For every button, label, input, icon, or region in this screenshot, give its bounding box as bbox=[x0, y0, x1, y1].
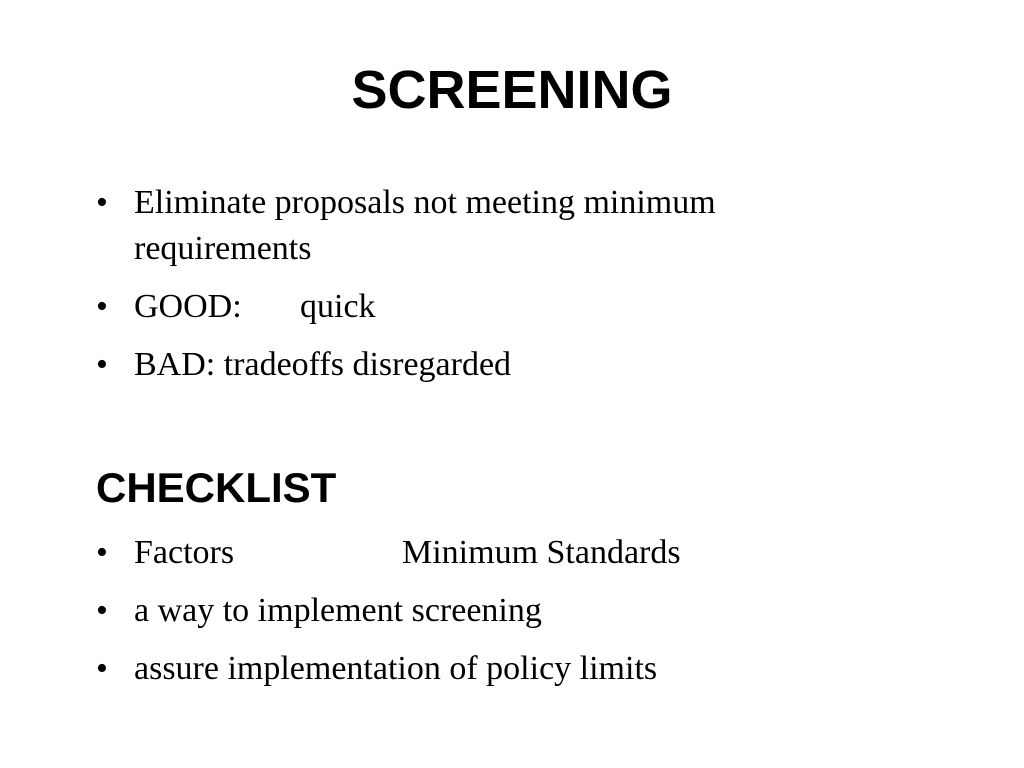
list-item bbox=[96, 646, 856, 692]
list-item bbox=[96, 342, 856, 388]
bullet-icon: • bbox=[96, 650, 108, 687]
bullet-icon: • bbox=[96, 288, 108, 325]
list-item-text: a way to implement screening bbox=[134, 592, 542, 629]
list-item bbox=[96, 530, 856, 576]
bullet-icon: • bbox=[96, 592, 108, 629]
minimum-standards-label: Minimum Standards bbox=[402, 534, 681, 571]
screening-list bbox=[96, 180, 856, 400]
bullet-icon: • bbox=[96, 184, 108, 221]
list-item bbox=[96, 588, 856, 634]
bullet-icon: • bbox=[96, 534, 108, 571]
list-item-text: assure implementation of policy limits bbox=[134, 650, 658, 687]
list-item bbox=[96, 180, 856, 272]
checklist-heading: CHECKLIST bbox=[96, 464, 337, 511]
slide-title: SCREENING bbox=[351, 60, 673, 120]
checklist-list bbox=[96, 530, 856, 704]
good-label: GOOD: bbox=[134, 288, 242, 325]
factors-label: Factors bbox=[134, 534, 235, 571]
good-value: quick bbox=[300, 288, 376, 325]
list-item bbox=[96, 284, 856, 330]
bullet-icon: • bbox=[96, 346, 108, 383]
list-item-text: Eliminate proposals not meeting minimum requirements bbox=[134, 184, 716, 267]
list-item-text: BAD: tradeoffs disregarded bbox=[134, 346, 512, 383]
